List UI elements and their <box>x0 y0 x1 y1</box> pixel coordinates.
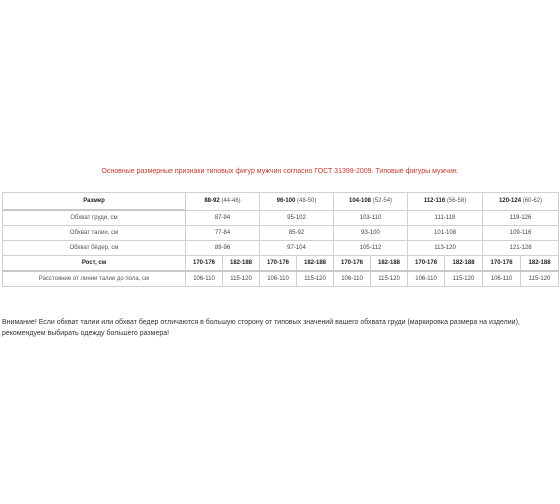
waist-label: Обхват талии, см <box>3 226 186 241</box>
hips-row <box>3 241 559 256</box>
table-cell: 115-120 <box>521 271 559 287</box>
chest-label: Обхват груди, см <box>3 210 186 226</box>
table-cell: 115-120 <box>445 271 483 287</box>
table-cell: 106-110 <box>260 271 297 287</box>
table-cell: 113-120 <box>408 241 483 256</box>
height-cell: 182-188 <box>371 256 408 272</box>
hips-label: Обхват бёдер, см <box>3 241 186 256</box>
height-header: Рост, см <box>3 256 186 272</box>
table-cell: 95-102 <box>260 210 334 226</box>
size-group-cell: 104-108 (52-54) <box>334 193 408 211</box>
table-cell: 106-110 <box>334 271 371 287</box>
table-cell: 101-108 <box>408 226 483 241</box>
height-cell: 182-188 <box>297 256 334 272</box>
table-cell: 93-100 <box>334 226 408 241</box>
size-group-cell: 96-100 (48-50) <box>260 193 334 211</box>
table-cell: 115-120 <box>371 271 408 287</box>
waist-floor-row <box>3 271 559 287</box>
waist-row <box>3 226 559 241</box>
table-cell: 106-110 <box>408 271 445 287</box>
size-group-cell: 120-124 (60-62) <box>483 193 559 211</box>
table-cell: 97-104 <box>260 241 334 256</box>
table-title: Основные размерные признаки типовых фигур мужчин согласно ГОСТ 31399-2009. Типовые фигуры мужчин. <box>101 168 459 175</box>
height-cell: 182-188 <box>521 256 559 272</box>
size-notice: Внимание! Если обхват талии или обхват бедер отличаются в большую сторону от типовых значений вашего обхвата груди (маркировка размера на изделии), рекомендуем выбирать одежду большего размера! <box>2 319 520 337</box>
table-cell: 89-96 <box>186 241 260 256</box>
table-cell: 85-92 <box>260 226 334 241</box>
table-cell: 103-110 <box>334 210 408 226</box>
table-cell: 109-116 <box>483 226 559 241</box>
table-cell: 87-94 <box>186 210 260 226</box>
height-cell: 170-176 <box>408 256 445 272</box>
table-cell: 121-128 <box>483 241 559 256</box>
waist-floor-label: Расстояние от линии талии до пола, см <box>3 271 186 287</box>
table-cell: 105-112 <box>334 241 408 256</box>
height-cell: 182-188 <box>223 256 260 272</box>
height-cell: 170-176 <box>483 256 521 272</box>
height-cell: 170-176 <box>186 256 223 272</box>
size-group-cell: 88-92 (44-46) <box>186 193 260 211</box>
table-cell: 119-126 <box>483 210 559 226</box>
table-cell: 111-118 <box>408 210 483 226</box>
table-cell: 106-110 <box>483 271 521 287</box>
height-cell: 170-176 <box>334 256 371 272</box>
height-cell: 182-188 <box>445 256 483 272</box>
size-header: Размер <box>3 193 186 211</box>
table-cell: 106-110 <box>186 271 223 287</box>
height-row <box>3 256 559 272</box>
table-cell: 77-84 <box>186 226 260 241</box>
table-cell: 115-120 <box>223 271 260 287</box>
height-cell: 170-176 <box>260 256 297 272</box>
chest-row <box>3 210 559 226</box>
size-row <box>3 193 559 211</box>
size-group-cell: 112-116 (56-58) <box>408 193 483 211</box>
size-table <box>2 192 559 287</box>
table-cell: 115-120 <box>297 271 334 287</box>
